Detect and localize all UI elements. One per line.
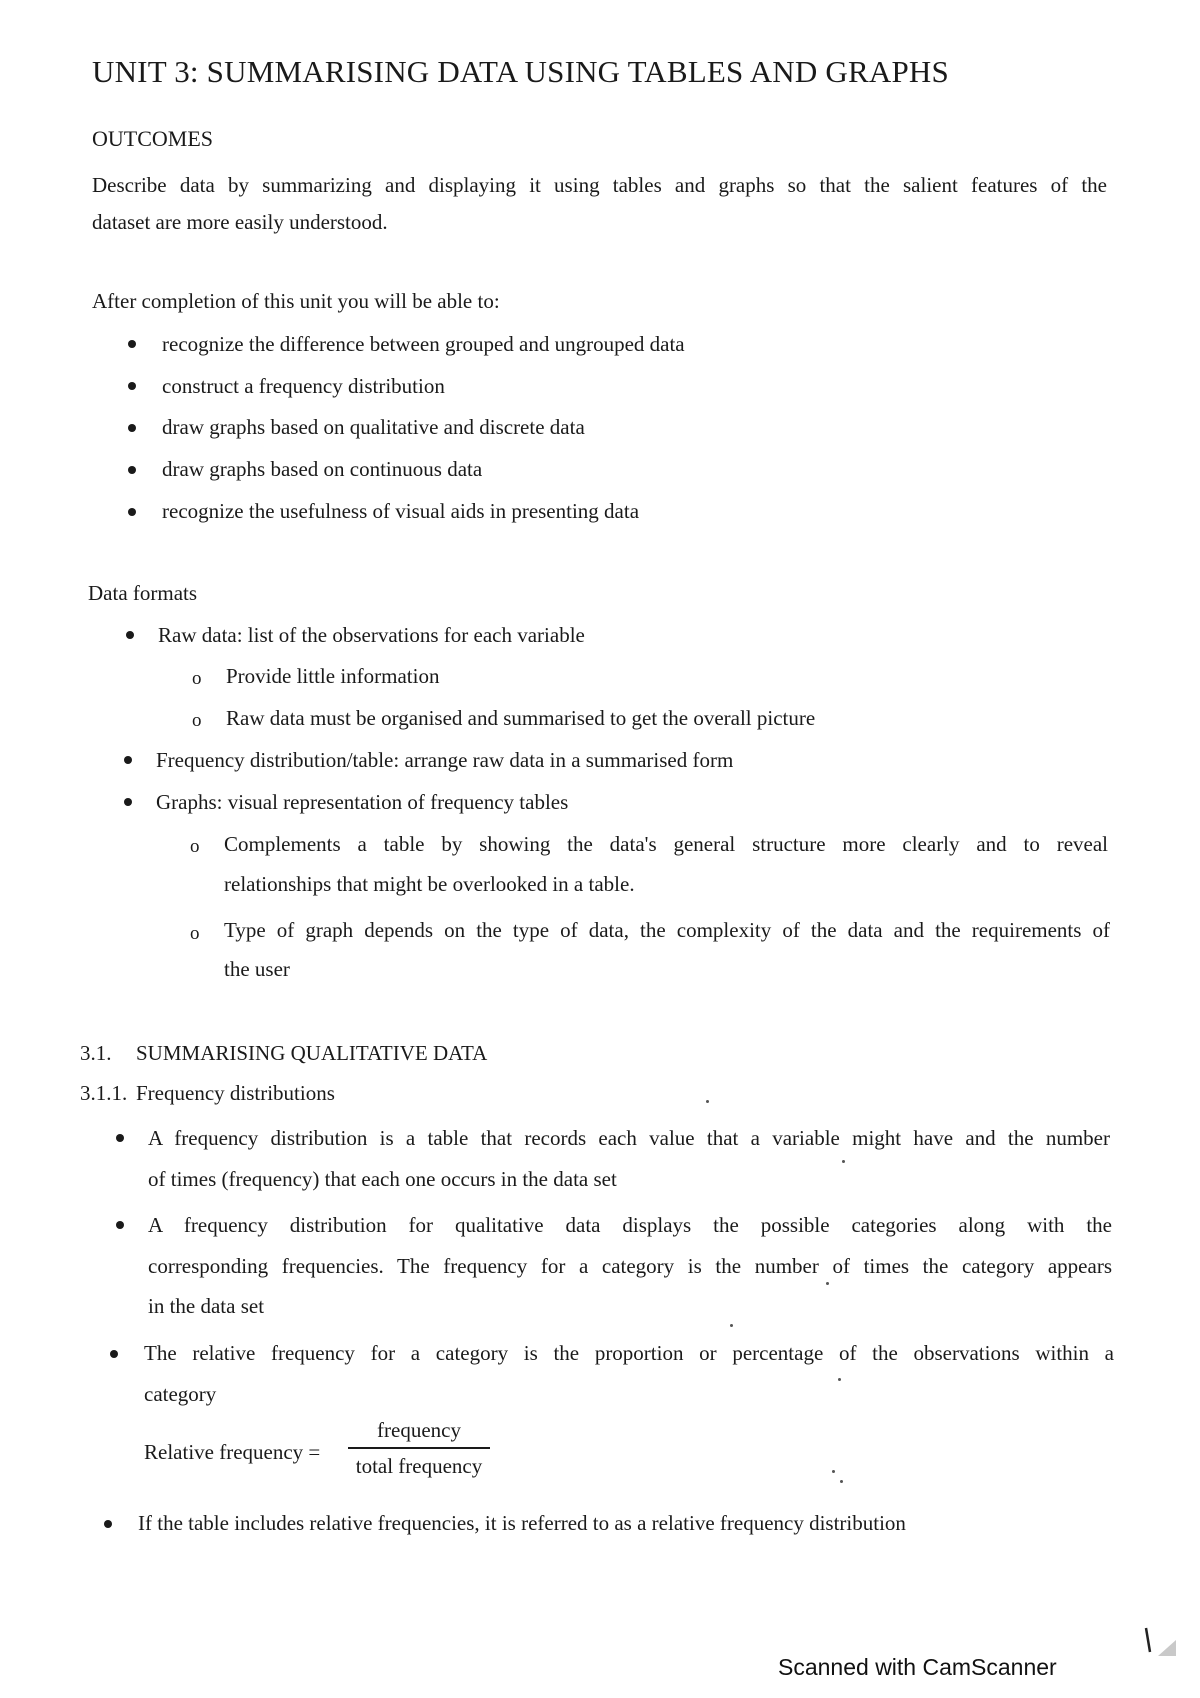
qualitative-frequency-line3: in the data set [148, 1294, 265, 1318]
bullet-marker [124, 798, 132, 806]
page-corner-icon [1142, 1626, 1178, 1660]
subsection-heading: Frequency distributions [136, 1081, 335, 1105]
qualitative-frequency-line2: corresponding frequencies. The frequency for a category is the number of times the category appears [148, 1254, 1112, 1278]
scan-speck [840, 1480, 843, 1483]
scan-speck [730, 1324, 733, 1327]
fraction-bar [348, 1447, 490, 1449]
unit-title: UNIT 3: SUMMARISING DATA USING TABLES AND GRAPHS [92, 54, 949, 89]
scan-speck [826, 1282, 829, 1285]
formula-denominator: total frequency [355, 1453, 483, 1478]
subsection-number: 3.1.1. [80, 1081, 128, 1105]
sub-bullet-marker: o [190, 923, 200, 944]
frequency-distribution-line1: A frequency distribution is a table that records each value that a variable might have and the number [148, 1126, 1110, 1150]
scan-speck [832, 1470, 835, 1473]
scan-speck [842, 1160, 845, 1163]
bullet-marker [128, 466, 136, 474]
sub-bullet-marker: o [190, 836, 200, 857]
raw-data-sub-item: Provide little information [226, 664, 440, 688]
section-number: 3.1. [80, 1041, 112, 1065]
qualitative-frequency-line1: A frequency distribution for qualitative data displays the possible categories along with the [148, 1213, 1112, 1237]
bullet-marker [116, 1134, 124, 1142]
data-formats-heading: Data formats [88, 581, 198, 605]
bullet-marker [116, 1221, 124, 1229]
graphs-sub-item-line1: Type of graph depends on the type of data, the complexity of the data and the requirements of [224, 918, 1110, 942]
scan-speck [838, 1378, 841, 1381]
bullet-marker [110, 1350, 118, 1358]
scan-speck [706, 1100, 709, 1103]
graphs-sub-item-line1: Complements a table by showing the data's general structure more clearly and to reveal [224, 832, 1108, 856]
relative-frequency-formula [348, 1420, 490, 1477]
outcomes-description-line1: Describe data by summarizing and displaying it using tables and graphs so that the salient features of the [92, 173, 1107, 197]
bullet-marker [128, 340, 136, 348]
formula-label: Relative frequency = [144, 1440, 321, 1464]
section-heading: SUMMARISING QUALITATIVE DATA [136, 1041, 488, 1065]
raw-data-item: Raw data: list of the observations for each variable [158, 623, 585, 647]
bullet-marker [128, 508, 136, 516]
relative-frequency-line2: category [144, 1382, 217, 1406]
frequency-distribution-line2: of times (frequency) that each one occurs in the data set [148, 1167, 617, 1191]
outcomes-heading: OUTCOMES [92, 126, 214, 151]
outcome-item: recognize the difference between grouped and ungrouped data [162, 332, 685, 356]
sub-bullet-marker: o [192, 668, 202, 689]
frequency-table-item: Frequency distribution/table: arrange raw data in a summarised form [156, 748, 734, 772]
graphs-sub-item-line2: relationships that might be overlooked in a table. [224, 872, 635, 896]
graphs-sub-item-line2: the user [224, 957, 290, 981]
outcome-item: draw graphs based on qualitative and discrete data [162, 415, 585, 439]
bullet-marker [128, 382, 136, 390]
sub-bullet-marker: o [192, 710, 202, 731]
bullet-marker [124, 756, 132, 764]
bullet-marker [126, 631, 134, 639]
bullet-marker [128, 424, 136, 432]
camscanner-footer: Scanned with CamScanner [778, 1654, 1057, 1680]
graphs-item: Graphs: visual representation of frequency tables [156, 790, 569, 814]
raw-data-sub-item: Raw data must be organised and summarised to get the overall picture [226, 706, 816, 730]
outcome-item: draw graphs based on continuous data [162, 457, 483, 481]
outcomes-description-line2: dataset are more easily understood. [92, 210, 388, 234]
bullet-marker [104, 1520, 112, 1528]
outcome-item: recognize the usefulness of visual aids in presenting data [162, 499, 640, 523]
relative-frequency-distribution-item: If the table includes relative frequencies, it is referred to as a relative frequency distribution [138, 1511, 906, 1535]
relative-frequency-line1: The relative frequency for a category is the proportion or percentage of the observations within a [144, 1341, 1114, 1365]
outcome-item: construct a frequency distribution [162, 374, 445, 398]
formula-numerator: frequency [377, 1418, 461, 1442]
outcomes-intro: After completion of this unit you will be able to: [92, 289, 500, 313]
